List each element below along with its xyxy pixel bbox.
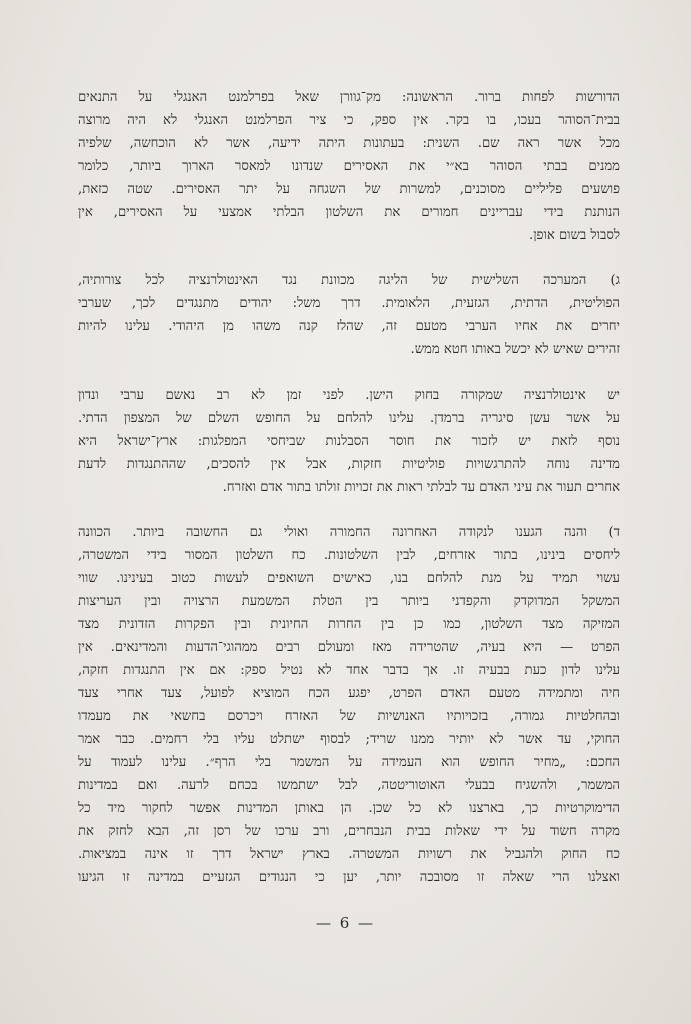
text-line: ליחסים בינינו, בתור אזרחים, לבין השלטונות. כח השלטון המסור בידי המשטרה, <box>78 547 620 563</box>
text-line: מכל אשר ראה שם. השנית: בעתונות היתה ידיעה, אשר לא הוכחשה, שלפיה <box>78 136 620 152</box>
text-line: ובהחלטיות גמורה, בזכויותיו האנושיות של האזרח ויכרסם בחשאי את מעמדו <box>78 709 620 725</box>
text-line: הנותנת בידי עבריינים חמורים את השלטון הבלתי אמצעי על האסירים, אין <box>78 205 620 221</box>
text-line: מקרה חשוד על ידי שאלות בבית הנבחרים, ורב ערכו של רסן זה, הבא לחזק את <box>78 824 620 840</box>
body-text <box>78 86 620 890</box>
text-line: לסבול בשום אופן. <box>529 228 620 244</box>
paragraph-4 <box>78 521 620 890</box>
text-line: המזיקה מצד השלטון, כמו כן בין החרות החיונית ובין הפקרות הזדונית מצד <box>78 616 620 632</box>
text-line: המשמר, ולהשגיח בבעלי האוטוריטטה, לבל ישתמשו בכחם לרעה. ואם במדינות <box>78 778 620 794</box>
text-line: מדינה נוחה להתרגשויות פוליטיות חזקות, אבל אין להסכים, שההתנגדות לדעת <box>78 456 620 472</box>
text-line: ג) המערכה השלישית של הליגה מכוונת נגד האינטולרנציה לכל צורותיה, <box>78 273 620 289</box>
text-line: ממנים בבתי הסוהר בא״י את האסירים שנדונו למאסר הארוך ביותר, כלומר <box>78 159 620 175</box>
text-line: הפרט — היא בעיה, שהטרידה מאז ומעולם רבים ממהוגי־הדעות והמדינאים. אין <box>78 639 620 655</box>
text-line: החוקי, עד אשר לא יותיר ממנו שריד; לבסוף ישתלט עליו בלי רחמים. כבר אמר <box>78 732 620 748</box>
text-line: הדימוקרטיות כך, בארצנו לא כל שכן. הן באותן המדינות אפשר לחקור מיד כל <box>78 801 620 817</box>
paragraph-1 <box>78 86 620 247</box>
text-line: אחרים תעור את עיני האדם עד לבלתי ראות את זכויות זולתו בתור אדם ואזרח. <box>222 479 620 495</box>
page-number: — 6 — <box>315 914 376 932</box>
text-line: זהירים שאיש לא יכשל באותו חטא ממש. <box>410 342 620 358</box>
paragraph-gap <box>78 499 620 521</box>
paragraph-gap <box>78 362 620 384</box>
text-line: הפוליטית, הדתית, הגזעית, הלאומית. דרך משל: יהודים מתנגדים לכך, שערבי <box>78 296 620 312</box>
text-line: על אשר עשן סיגריה ברמדן. עלינו להלחם על החופש השלם של המצפון הדתי. <box>78 410 620 426</box>
text-line: החכם: „מחיר החופש הוא העמידה על המשמר בלי הרף״. עלינו לעמוד על <box>78 755 620 771</box>
text-line: חיה ומתמידה מטעם האדם הפרט, יפגע הכח המוציא לפועל, צעד אחרי צעד <box>78 686 620 702</box>
text-line: יחרים את אחיו הערבי מטעם זה, שהלז קנה משהו מן היהודי. עלינו להיות <box>78 319 620 335</box>
text-line: יש אינטולרנציה שמקורה בחוק הישן. לפני זמן לא רב נאשם ערבי ונדון <box>78 387 620 403</box>
text-line: פושעים פליליים מסוכנים, למשרות של השגחה על יתר האסירים. שטה כזאת, <box>78 182 620 198</box>
text-line: המשקל המדוקדק והקפדני ביותר בין הטלת המשמעת הרצויה ובין העריצות <box>78 593 620 609</box>
paragraph-3 <box>78 384 620 499</box>
text-line: בבית־הסוהר בעכו, בו בקר. אין ספק, כי ציר הפרלמנט האנגלי לא היה מרוצה <box>78 113 620 129</box>
paragraph-gap <box>78 247 620 269</box>
text-line: עשוי תמיד על מנת להלחם בנו, כאישים השואפים לעשות כטוב בעינינו. שווי <box>78 570 620 586</box>
text-line: ד) והנה הגענו לנקודה האחרונה החמורה ואולי גם החשובה ביותר. הכוונה <box>78 524 620 540</box>
text-line: כח החוק ולהגביל את רשויות המשטרה. בארץ ישראל דרך זו אינה במציאות. <box>78 847 620 863</box>
text-line: עלינו לדון כעת בבעיה זו. אך בדבר אחד לא נטיל ספק: אם אין התנגדות חזקה, <box>78 663 620 679</box>
text-line: נוסף לזאת יש לזכור את חוסר הסבלנות שביחסי המפלגות: ארץ־ישראל היא <box>78 433 620 449</box>
text-line: ואצלנו הרי שאלה זו מסובכה יותר, יען כי הנגודים הגזעיים במדינה זו הגיעו <box>78 870 620 886</box>
text-line: הדורשות לפחות ברור. הראשונה: מק־גוורן שאל בפרלמנט האנגלי על התנאים <box>78 90 620 105</box>
paragraph-2 <box>78 269 620 361</box>
